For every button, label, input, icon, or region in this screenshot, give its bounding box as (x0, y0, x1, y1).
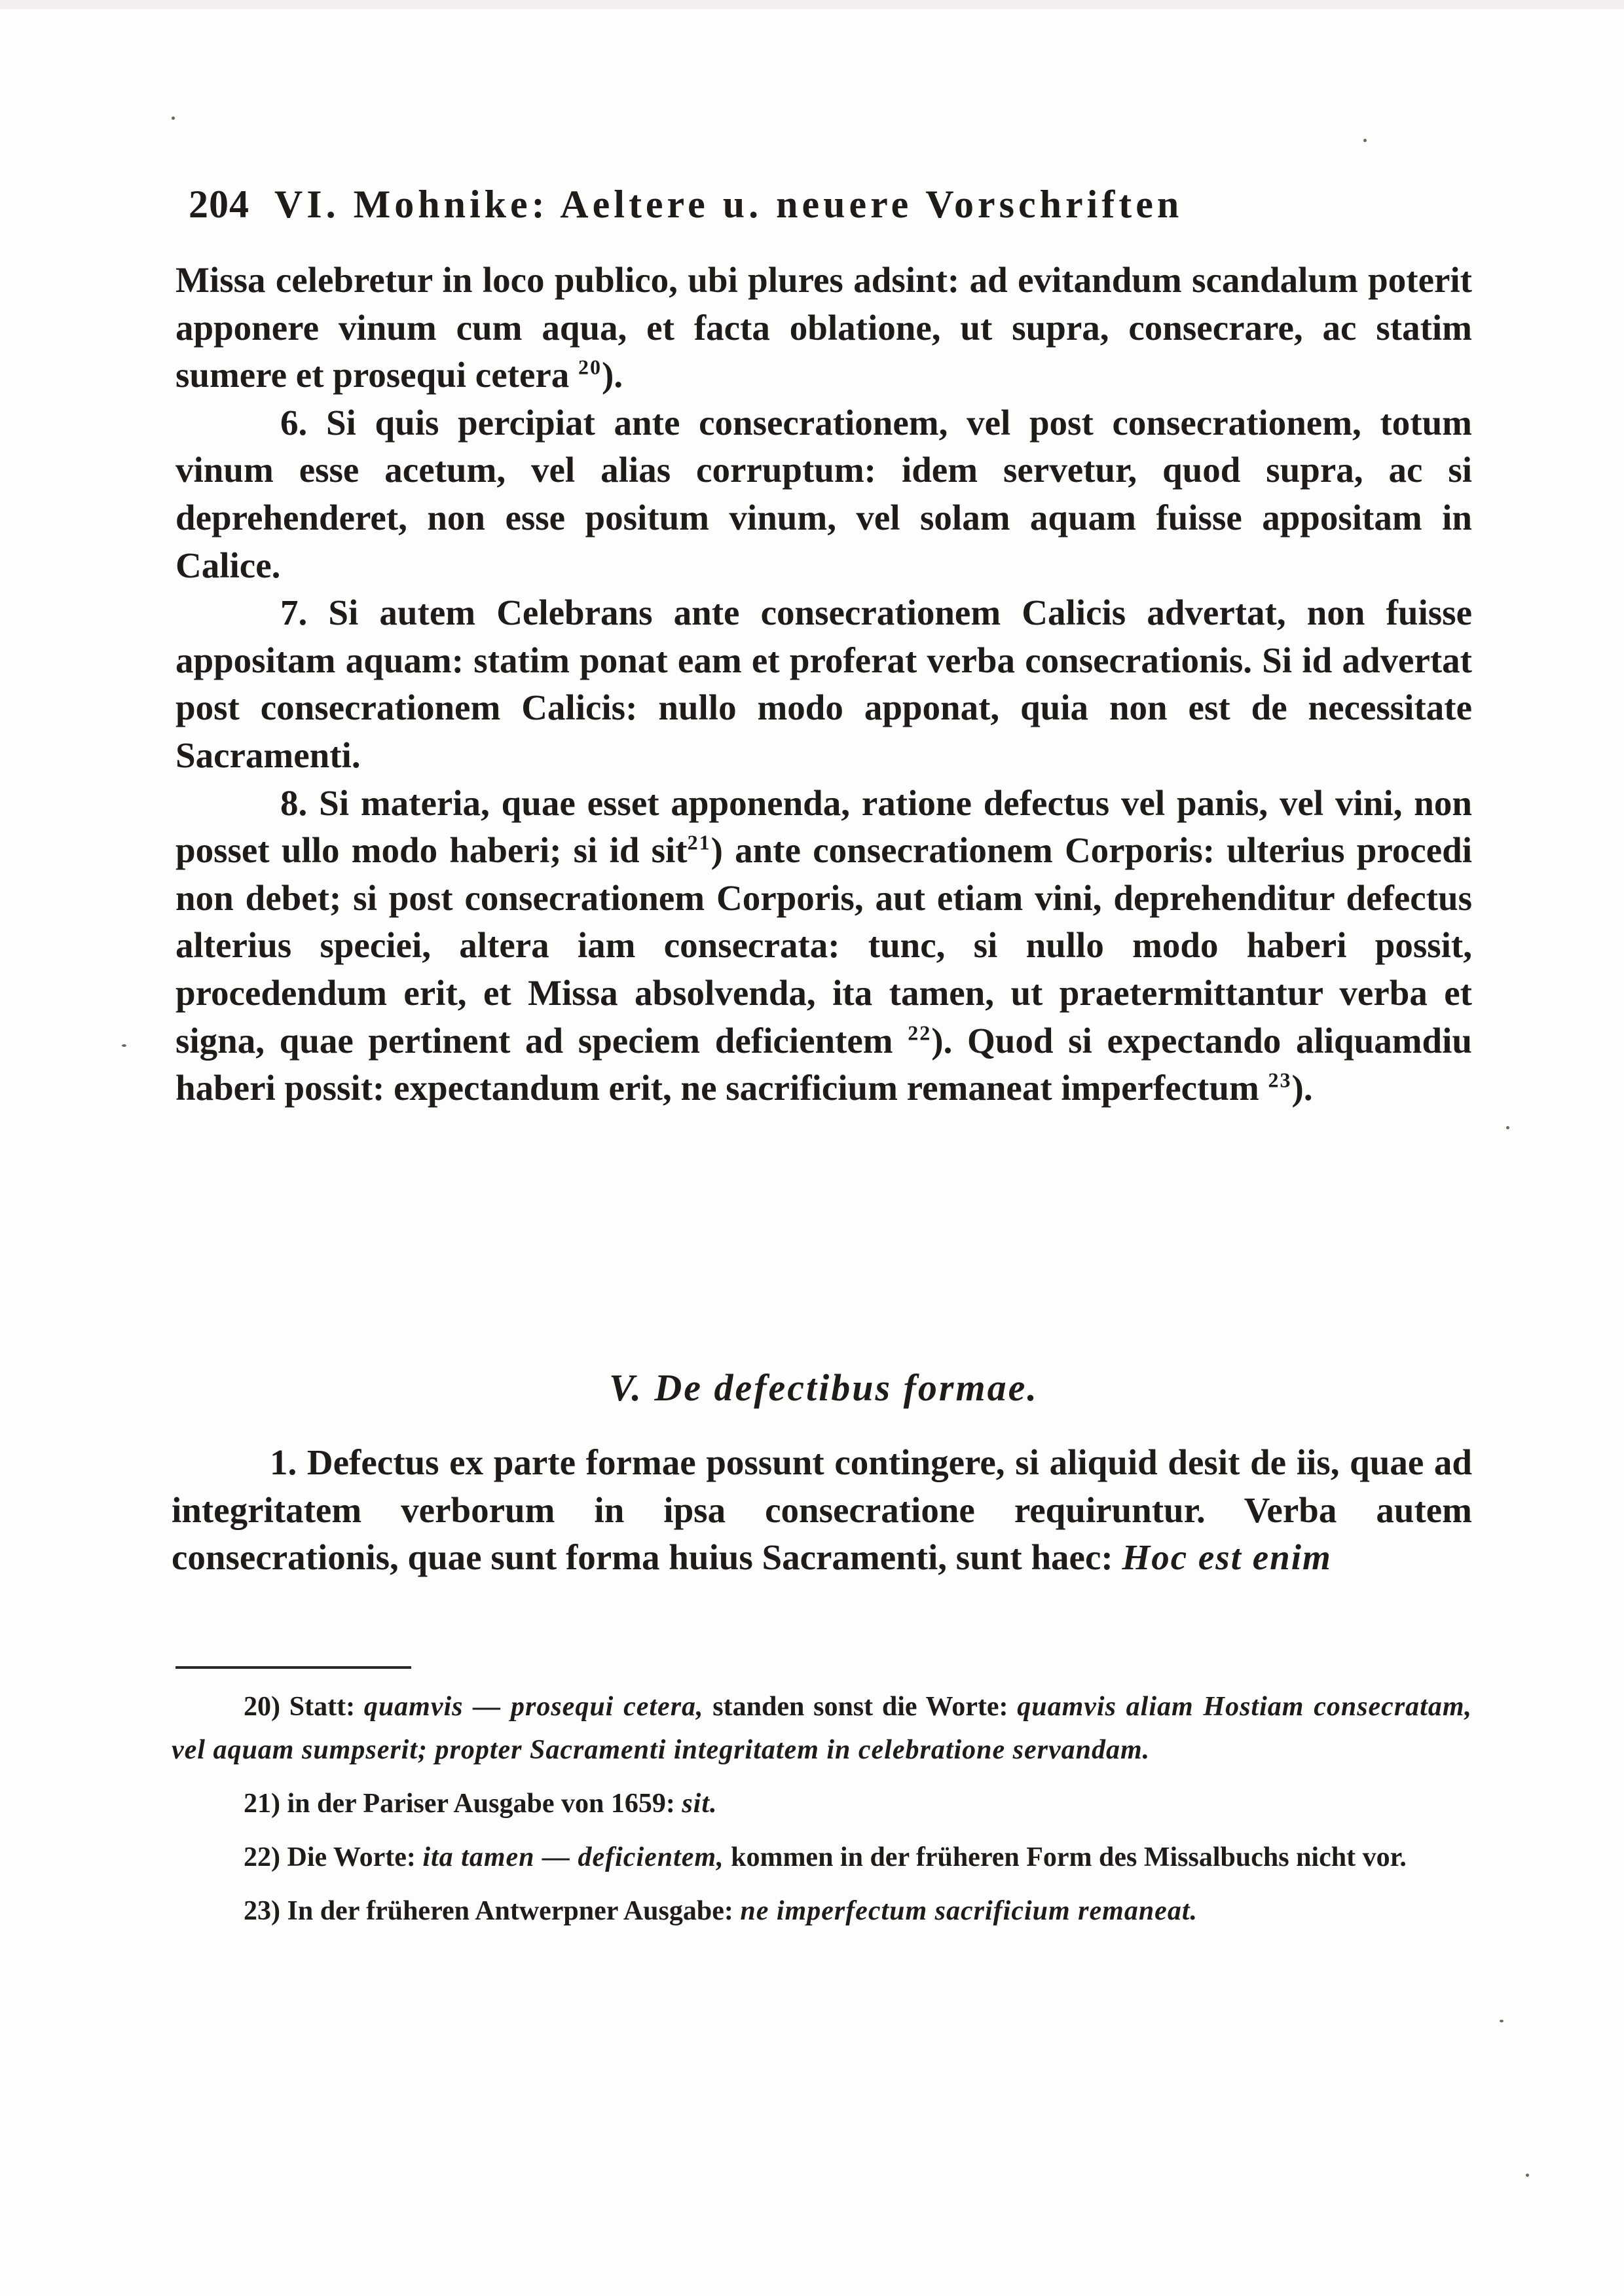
paragraph-text: 1. Defectus ex parte formae possunt contingere, si aliquid desit de iis, quae ad integritatem verborum in ipsa consecratione requiruntur. Verba autem consecrationis, quae sunt forma huius Sacramenti, sunt haec: (172, 1442, 1472, 1578)
footnote-rule (175, 1666, 411, 1669)
footnote-text: In der früheren Antwerpner Ausgabe: (287, 1896, 733, 1926)
footnote-number: 22) (244, 1842, 280, 1872)
paragraph (175, 780, 1472, 1112)
main-text (175, 257, 1472, 1112)
footnote-text: Statt: (289, 1692, 356, 1722)
paragraph-text: Missa celebretur in loco publico, ubi plures adsint: ad evitandum scandalum poterit apponere vinum cum aqua, et facta oblatione, ut supra, consecrare, ac statim sumere et prosequi cetera (175, 260, 1472, 395)
header-title: VI. Mohnike: Aeltere u. neuere Vorschriften (274, 183, 1183, 226)
footnote-ref: 23 (1268, 1068, 1292, 1092)
footnotes (172, 1685, 1472, 1943)
footnote (172, 1889, 1472, 1933)
paragraph (172, 1439, 1472, 1582)
footnote-number: 21) (244, 1789, 280, 1819)
footnote-text: Die Worte: (287, 1842, 416, 1872)
paper-speck (172, 117, 175, 120)
paragraph-text: ) ante consecrationem Corporis: ulterius procedi non debet; si post consecrationem Corporis, aut etiam vini, deprehenditur defectus alterius speciei, altera iam consecrata: tunc, si nullo modo haberi possit, procedendum erit, et Missa absolvenda, ita tamen, ut praetermittantur verba et signa, quae pertinent ad speciem deficientem (175, 830, 1472, 1061)
italic-text: Hoc est enim (1122, 1537, 1332, 1578)
footnote-text: kommen in der früheren Form des Missalbuchs nicht vor. (731, 1842, 1407, 1872)
footnote-number: 20) (244, 1692, 280, 1722)
paragraph-text: ). (602, 355, 623, 395)
footnote-quote: sit. (682, 1789, 718, 1819)
paragraph-text: ). (1291, 1068, 1313, 1108)
footnote (172, 1782, 1472, 1825)
footnote-ref: 21 (687, 830, 711, 854)
footnote-quote: ita tamen — deficientem, (422, 1842, 724, 1872)
running-header (189, 178, 1472, 230)
footnote-quote: quamvis — prosequi cetera, (363, 1692, 704, 1722)
footnote-text: in der Pariser Ausgabe von 1659: (287, 1789, 675, 1819)
paragraph (175, 257, 1472, 399)
page-top-edge (0, 0, 1624, 9)
paragraph: 6. Si quis percipiat ante consecrationem, vel post consecrationem, totum vinum esse acetum, vel alias corruptum: idem servetur, quod supra, ac si deprehenderet, non esse positum vinum, vel solam aquam fuisse appositam in Calice. (175, 402, 1472, 585)
paper-speck (1500, 2020, 1504, 2022)
footnote-number: 23) (244, 1896, 280, 1926)
paper-speck (122, 1044, 126, 1047)
paper-speck (1526, 2174, 1529, 2177)
page-number: 204 (189, 183, 249, 226)
paper-speck (1363, 139, 1367, 142)
footnote-ref: 22 (908, 1021, 932, 1045)
section-text (172, 1439, 1472, 1582)
paragraph: 7. Si autem Celebrans ante consecrationem Calicis advertat, non fuisse appositam aquam: statim ponat eam et proferat verba consecrationis. Si id advertat post consecrationem Calicis: nullo modo apponat, quia non est de necessitate Sacramenti. (175, 592, 1472, 775)
paragraph-text: ). Quod si expectando aliquamdiu haberi possit: expectandum erit, ne sacrificium remaneat imperfectum (175, 1020, 1472, 1108)
footnote (172, 1685, 1472, 1772)
section-heading: V. De defectibus formae. (609, 1366, 1039, 1409)
footnote (172, 1836, 1472, 1879)
footnote-quote: ne imperfectum sacrificium remaneat. (740, 1896, 1198, 1926)
paper-speck (1506, 1126, 1509, 1129)
paragraph-text: 8. Si materia, quae esset apponenda, ratione defectus vel panis, vel vini, non posset ullo modo haberi; si id sit (175, 782, 1472, 871)
footnote-text: standen sonst die Worte: (712, 1692, 1008, 1722)
footnote-quote: quamvis aliam Hostiam consecratam, vel aquam sumpserit; propter Sacramenti integritatem in celebratione servandam. (172, 1692, 1473, 1765)
footnote-ref: 20 (578, 355, 602, 379)
